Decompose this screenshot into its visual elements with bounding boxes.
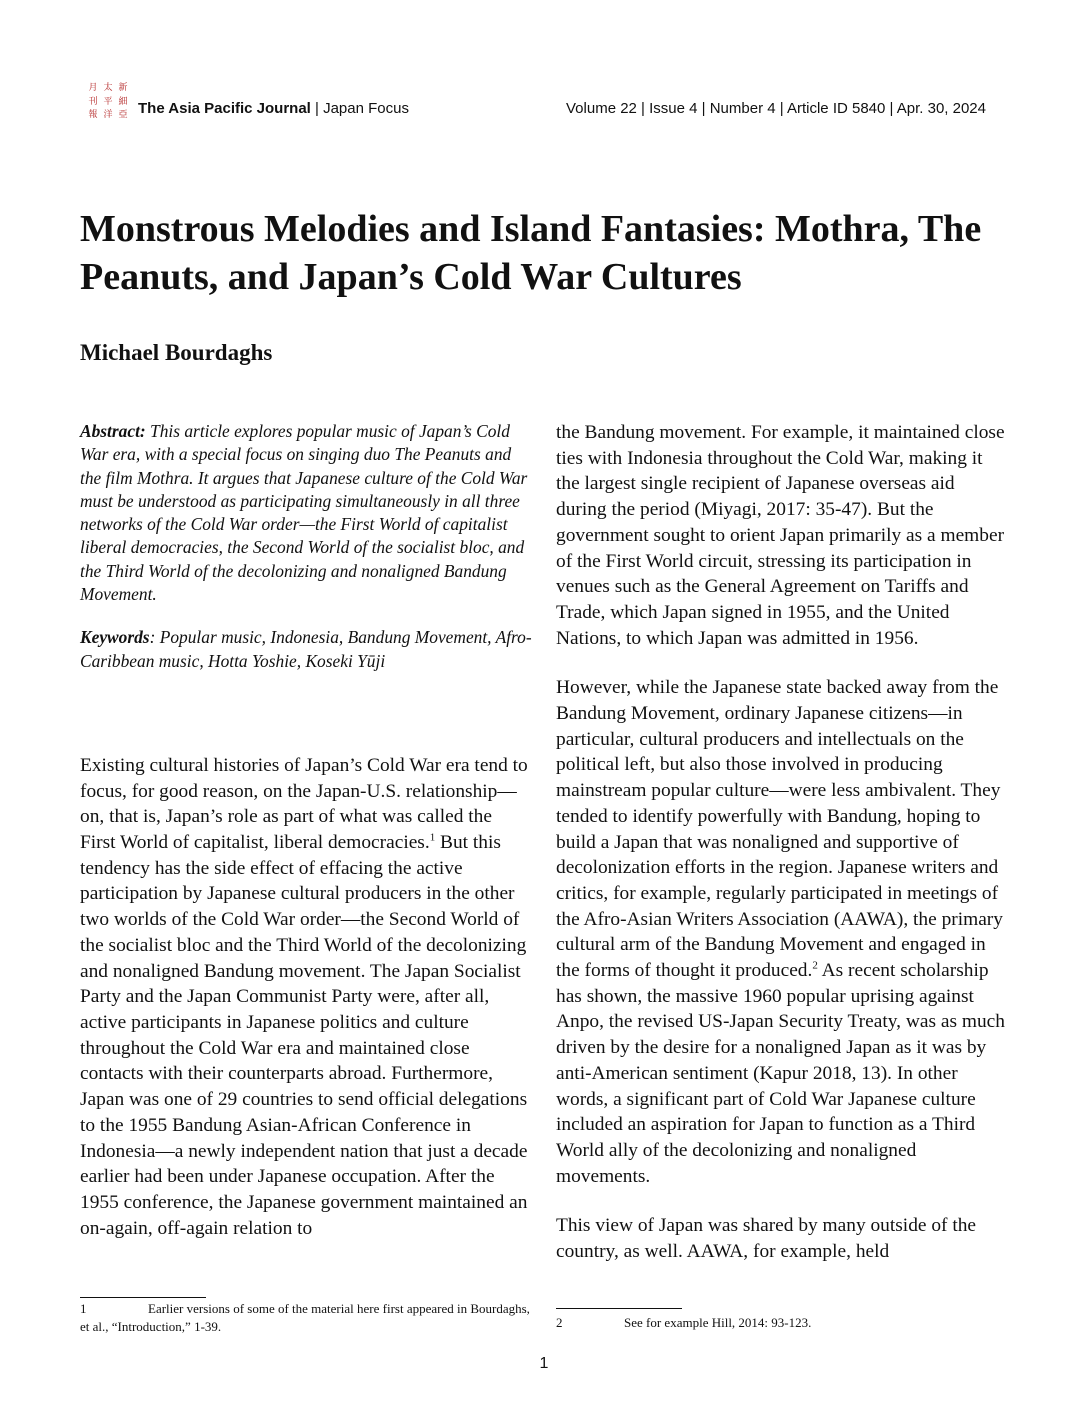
right-column — [556, 420, 1008, 1265]
footnote-text: Earlier versions of some of the material here first appeared in Bourdaghs, et al., “Introduction,” 1-39. — [80, 1301, 530, 1334]
article-author: Michael Bourdaghs — [80, 340, 273, 365]
journal-name — [138, 100, 409, 117]
page-number: 1 — [539, 1355, 549, 1372]
footnote-1 — [80, 1300, 532, 1336]
left-column — [80, 420, 532, 1241]
logo-char: 平 — [103, 96, 113, 107]
logo-char: 亞 — [118, 110, 128, 121]
body-paragraph: This view of Japan was shared by many outside of the country, as well. AAWA, for example, held — [556, 1215, 977, 1263]
body-paragraph: the Bandung movement. For example, it maintained close ties with Indonesia throughout the Cold War, making it the largest single recipient of Japanese overseas aid during the period (Miyagi, 2017: 35-47). But the government sought to orient Japan primarily as a member of the First World circuit, stressing its participation in venues such as the General Agreement on Tariffs and Trade, which Japan signed in 1955, and the United Nations, to which Japan was admitted in 1956. — [556, 422, 1005, 649]
logo-char: 洋 — [103, 110, 113, 121]
footnote-text: See for example Hill, 2014: 93-123. — [624, 1315, 812, 1330]
journal-title: The Asia Pacific Journal — [138, 100, 311, 117]
footnote-2 — [556, 1314, 1008, 1332]
body-text: However, while the Japanese state backed away from the Bandung Movement, ordinary Japanese citizens—in particular, cultural producers and intellectuals on the political left, but also those involved in producing mainstream popular culture—were less ambivalent. They tended to identify powerfully with Bandung, hoping to build a Japan that was nonaligned and supportive of decolonization efforts in the region. Japanese writers and critics, for example, regularly participated in meetings of the Afro-Asian Writers Association (AAWA), the primary cultural arm of the Bandung Movement and engaged in the forms of thought it produced. — [556, 677, 1003, 982]
footnote-divider — [556, 1308, 682, 1309]
abstract — [80, 420, 532, 606]
keywords-text: : Popular music, Indonesia, Bandung Movement, Afro-Caribbean music, Hotta Yoshie, Koseki Yūji — [80, 627, 532, 671]
body-paragraph — [80, 753, 532, 1241]
body-text: Existing cultural histories of Japan’s Cold War era tend to focus, for good reason, on the Japan-U.S. relationship—on, that is, Japan’s role as part of what was called the First World of capitalist, liberal democracies. — [80, 754, 528, 854]
keywords — [80, 626, 532, 673]
footnote-ref-1[interactable]: 1 — [429, 831, 436, 844]
journal-subtitle: | Japan Focus — [310, 100, 409, 117]
body-paragraph — [556, 675, 1008, 1189]
logo-char: 報 — [88, 110, 98, 121]
abstract-text: This article explores popular music of Japan’s Cold War era, with a special focus on singing duo The Peanuts and the film Mothra. It argues that Japanese culture of the Cold War must be understood as participating simultaneously in all three networks of the Cold War order—the First World of capitalist liberal democracies, the Second World of the socialist bloc, and the Third World of the decolonizing and nonaligned Bandung Movement. — [80, 421, 528, 605]
logo-char: 細 — [118, 96, 128, 107]
footnote-ref-2[interactable]: 2 — [812, 959, 818, 972]
body-text: But this tendency has the side effect of effacing the active participation by Japanese cultural producers in the other two worlds of the Cold War order—the Second World of the socialist bloc and the Third World of the decolonizing and nonaligned Bandung movement. The Japan Socialist Party and the Japan Communist Party were, after all, active participants in Japanese politics and culture throughout the Cold War era and maintained close contacts with their counterparts abroad. Furthermore, Japan was one of 29 countries to send official delegations to the 1955 Bandung Asian-African Conference in Indonesia—a newly independent nation that just a decade earlier had been under Japanese occupation. After the 1955 conference, the Japanese government maintained an on-again, off-again relation to — [80, 832, 528, 1239]
footnote-number: 2 — [556, 1315, 563, 1330]
body-text: As recent scholarship has shown, the massive 1960 popular uprising against Anpo, the revised US-Japan Security Treaty, was as much driven by the desire for a nonaligned Japan as it was by anti-American sentiment (Kapur 2018, 13). In other words, a significant part of Cold War Japanese culture included an aspiration for Japan to function as a Third World ally of the decolonizing and nonaligned movements. — [556, 960, 1005, 1187]
abstract-label: Abstract: — [80, 421, 146, 441]
journal-logo — [86, 82, 130, 122]
journal-header — [86, 82, 986, 122]
article-title: Monstrous Melodies and Island Fantasies: Mothra, The Peanuts, and Japan’s Cold War Cultures — [80, 208, 982, 298]
logo-char: 太 — [103, 83, 113, 93]
logo-char: 新 — [118, 83, 128, 93]
footnote-divider — [80, 1297, 206, 1298]
logo-char: 月 — [88, 83, 98, 93]
keywords-label: Keywords — [80, 627, 150, 648]
logo-char: 刊 — [88, 96, 98, 107]
footnote-number: 1 — [80, 1301, 87, 1316]
issue-info: Volume 22 | Issue 4 | Number 4 | Article ID 5840 | Apr. 30, 2024 — [566, 100, 986, 117]
